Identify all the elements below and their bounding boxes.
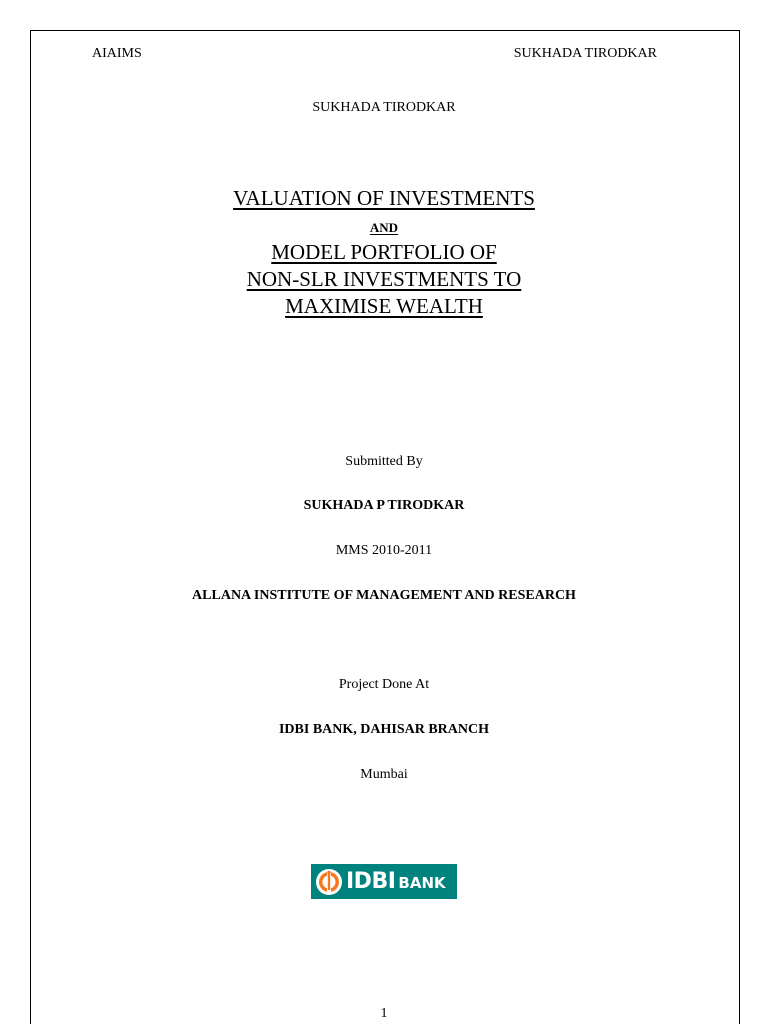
author-name-top: SUKHADA TIRODKAR bbox=[312, 100, 456, 115]
bank-branch-name: IDBI BANK, DAHISAR BRANCH bbox=[278, 722, 490, 737]
page-number: 1 bbox=[380, 1006, 388, 1021]
title-secondary-line-2: NON-SLR INVESTMENTS TO bbox=[246, 267, 522, 291]
title-secondary-line-3: MAXIMISE WEALTH bbox=[285, 294, 483, 318]
project-done-at-label: Project Done At bbox=[338, 677, 430, 692]
submitted-by-label: Submitted By bbox=[345, 454, 423, 469]
student-name: SUKHADA P TIRODKAR bbox=[303, 498, 465, 513]
institute-name: ALLANA INSTITUTE OF MANAGEMENT AND RESEARCH bbox=[192, 588, 576, 603]
idbi-emblem-icon bbox=[315, 868, 343, 896]
idbi-bank-logo bbox=[311, 864, 457, 899]
title-secondary bbox=[0, 239, 768, 320]
logo-text-idbi: IDBI bbox=[346, 868, 396, 894]
title-conjunction: AND bbox=[369, 220, 399, 235]
logo-text-bank: BANK bbox=[398, 873, 446, 892]
header-right-text: SUKHADA TIRODKAR bbox=[513, 46, 657, 61]
title-primary: VALUATION OF INVESTMENTS bbox=[233, 186, 535, 210]
course-year: MMS 2010-2011 bbox=[335, 543, 433, 558]
title-secondary-line-1: MODEL PORTFOLIO OF bbox=[271, 240, 497, 264]
city-name: Mumbai bbox=[360, 767, 408, 782]
header-left-text: AIAIMS bbox=[92, 46, 142, 61]
